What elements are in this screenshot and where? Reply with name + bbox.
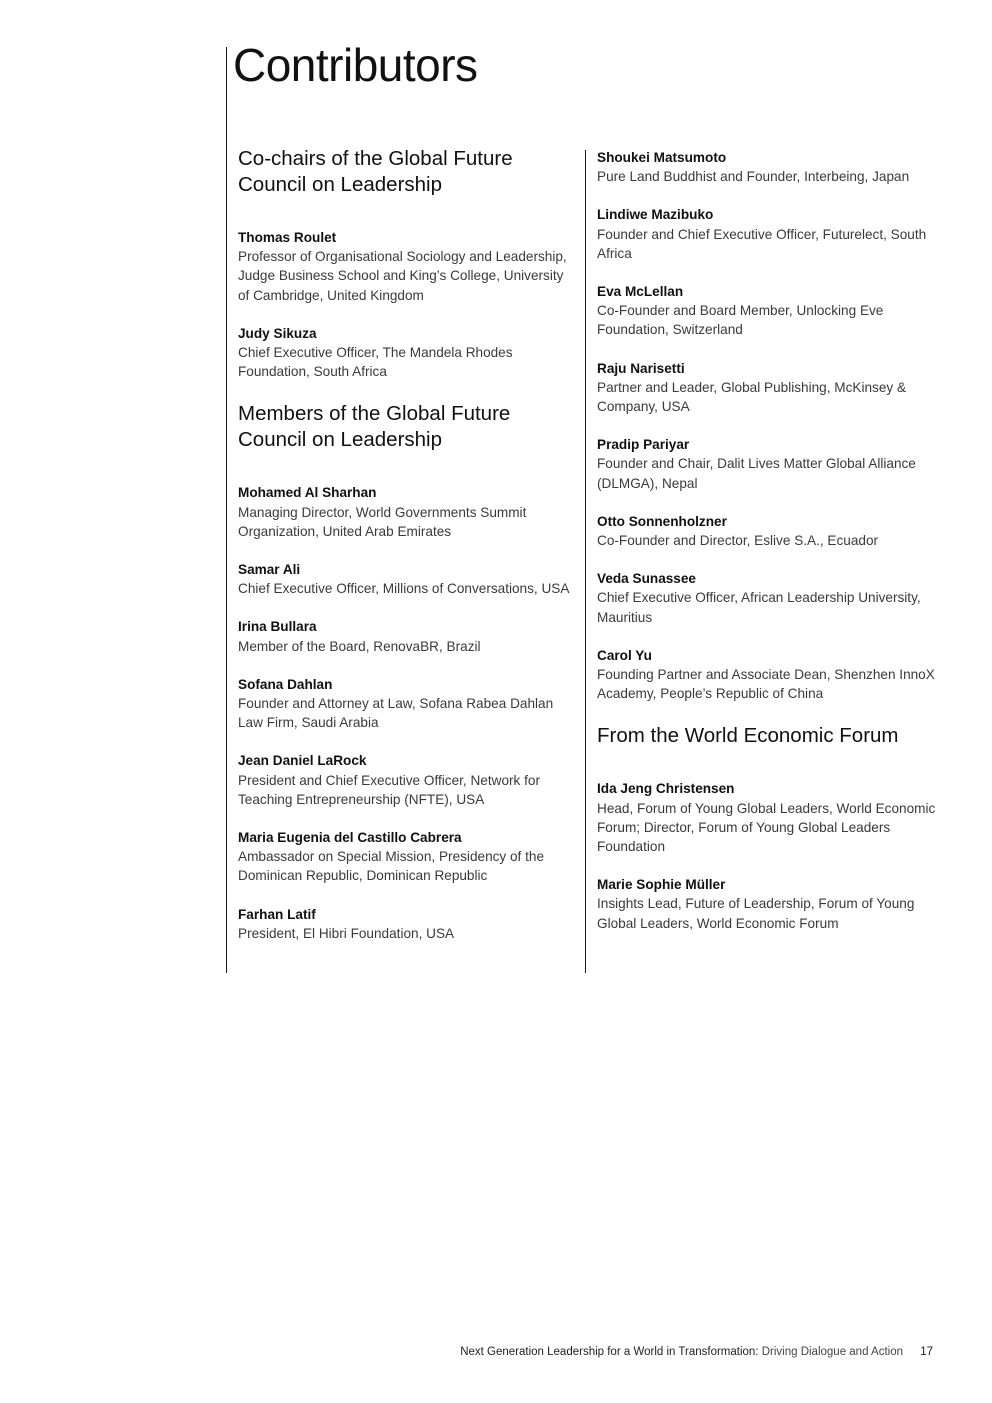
contributor-entry — [597, 512, 942, 550]
footer-subtitle: Driving Dialogue and Action — [761, 1346, 903, 1358]
members-heading: Members of the Global Future Council on Leadership — [238, 402, 511, 452]
footer-doc-title: Next Generation Leadership for a World in Transformation: — [460, 1346, 759, 1358]
contributor-name: Irina Bullara — [238, 619, 317, 635]
contributor-entry — [238, 617, 574, 655]
contributor-entry — [238, 828, 574, 886]
contributor-name: Lindiwe Mazibuko — [597, 207, 714, 223]
contributor-entry — [238, 560, 574, 598]
contributor-role: Chief Executive Officer, The Mandela Rhodes Foundation, South Africa — [238, 345, 513, 380]
contributor-name: Marie Sophie Müller — [597, 877, 726, 893]
contributor-role: Professor of Organisational Sociology and Leadership, Judge Business School and King’s College, University of Cambridge, United Kingdom — [238, 249, 567, 303]
contributor-role: Co-Founder and Board Member, Unlocking Eve Foundation, Switzerland — [597, 303, 884, 338]
contributor-entry — [597, 205, 942, 263]
contributor-role: Founder and Chief Executive Officer, Futurelect, South Africa — [597, 226, 927, 261]
contributor-role: Chief Executive Officer, Millions of Conversations, USA — [238, 581, 570, 597]
contributor-name: Veda Sunassee — [597, 571, 696, 587]
contributor-name: Shoukei Matsumoto — [597, 150, 727, 165]
wef-section — [597, 723, 942, 932]
contributor-entry — [597, 646, 942, 704]
left-margin-rule — [226, 47, 227, 973]
cochairs-section — [238, 146, 574, 381]
members-continued-section — [597, 148, 942, 703]
contributor-role: President and Chief Executive Officer, Network for Teaching Entrepreneurship (NFTE), USA — [238, 772, 540, 807]
contributor-entry — [597, 569, 942, 627]
contributor-name: Samar Ali — [238, 562, 301, 578]
contributor-role: President, El Hibri Foundation, USA — [238, 925, 455, 941]
page-title: Contributors — [233, 39, 478, 91]
contributor-entry — [238, 751, 574, 809]
page-number: 17 — [920, 1346, 933, 1358]
contributor-name: Jean Daniel LaRock — [238, 753, 367, 769]
contributor-role: Partner and Leader, Global Publishing, McKinsey & Company, USA — [597, 379, 907, 415]
contributor-name: Pradip Pariyar — [597, 437, 690, 453]
right-column — [597, 148, 942, 953]
contributor-name: Judy Sikuza — [238, 325, 317, 341]
contributor-name: Maria Eugenia del Castillo Cabrera — [238, 830, 462, 846]
contributor-entry — [597, 779, 942, 856]
contributor-entry — [597, 282, 942, 340]
cochairs-heading: Co-chairs of the Global Future Council on Leadership — [238, 147, 513, 196]
column-divider-rule — [585, 150, 586, 973]
contributor-role: Co-Founder and Director, Eslive S.A., Ecuador — [597, 533, 879, 549]
contributor-role: Founding Partner and Associate Dean, Shenzhen InnoX Academy, People’s Republic of China — [597, 667, 935, 702]
contributor-name: Thomas Roulet — [238, 230, 337, 245]
contributor-entry — [238, 228, 574, 305]
contributor-name: Eva McLellan — [597, 284, 684, 300]
contributor-name: Otto Sonnenholzner — [597, 513, 727, 529]
contributor-role: Ambassador on Special Mission, Presidency of the Dominican Republic, Dominican Republic — [238, 849, 545, 884]
contributor-name: Mohamed Al Sharhan — [238, 485, 377, 501]
contributor-entry — [238, 675, 574, 733]
contributor-role: Member of the Board, RenovaBR, Brazil — [238, 638, 481, 654]
contributor-entry — [597, 359, 942, 417]
contributor-role: Insights Lead, Future of Leadership, Forum of Young Global Leaders, World Economic Forum — [597, 896, 915, 931]
contributor-name: Sofana Dahlan — [238, 676, 333, 692]
contributor-role: Chief Executive Officer, African Leadership University, Mauritius — [597, 590, 921, 625]
contributor-name: Raju Narisetti — [597, 360, 685, 376]
page-footer — [460, 1346, 933, 1358]
contributor-name: Ida Jeng Christensen — [597, 781, 735, 797]
contributor-entry — [238, 905, 574, 943]
contributor-entry — [238, 483, 574, 541]
contributor-entry — [597, 435, 942, 493]
contributor-entry — [597, 148, 942, 186]
left-column — [238, 146, 574, 963]
contributor-entry — [597, 875, 942, 933]
contributor-name: Carol Yu — [597, 647, 652, 663]
wef-heading: From the World Economic Forum — [597, 724, 899, 748]
members-section — [238, 401, 574, 943]
contributor-name: Farhan Latif — [238, 906, 316, 922]
contributor-role: Head, Forum of Young Global Leaders, World Economic Forum; Director, Forum of Young Global Leaders Foundation — [597, 800, 936, 855]
contributor-role: Pure Land Buddhist and Founder, Interbeing, Japan — [597, 169, 910, 185]
contributor-entry — [238, 324, 574, 382]
contributor-role: Founder and Chair, Dalit Lives Matter Global Alliance (DLMGA), Nepal — [597, 456, 916, 491]
contributor-role: Founder and Attorney at Law, Sofana Rabea Dahlan Law Firm, Saudi Arabia — [238, 696, 554, 731]
contributor-role: Managing Director, World Governments Summit Organization, United Arab Emirates — [238, 504, 527, 539]
